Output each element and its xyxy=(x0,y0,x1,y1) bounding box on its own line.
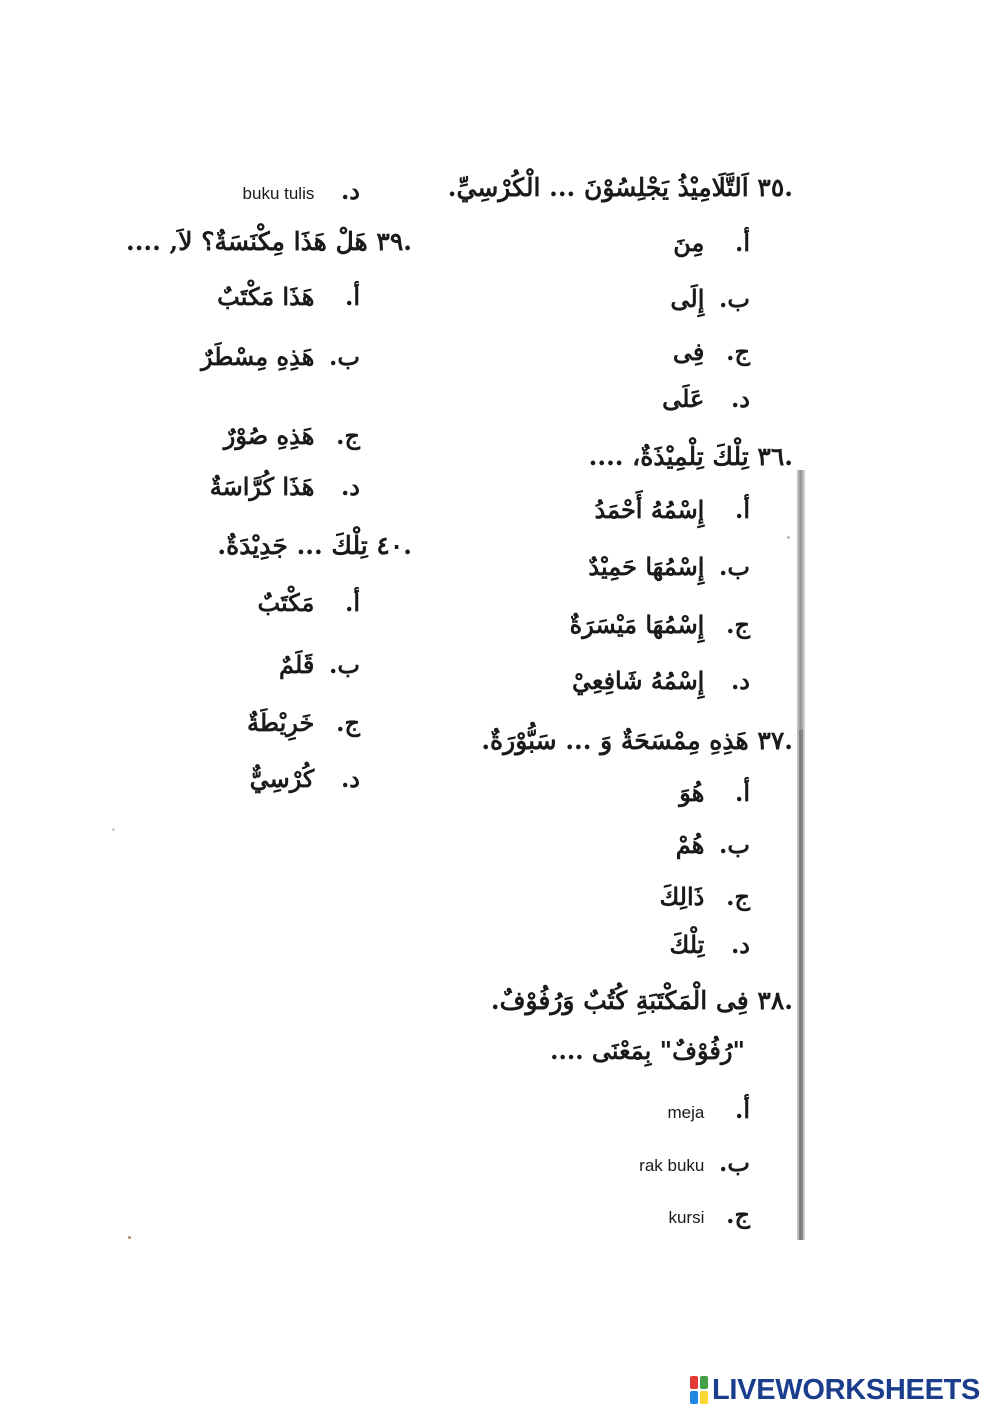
liveworksheets-logo xyxy=(690,1373,980,1407)
option-letter: ب. xyxy=(329,650,360,679)
option-text: هَذَا كُرَّاسَةٌ xyxy=(209,472,315,501)
option-39-c[interactable] xyxy=(224,421,360,451)
question-stem: هَلْ هَذَا مِكْنَسَةٌ؟ لاَ, .... xyxy=(126,227,368,256)
option-text: تِلْكَ xyxy=(669,930,705,959)
option-40-b[interactable] xyxy=(279,650,360,680)
logo-square xyxy=(690,1391,698,1404)
option-letter: أ. xyxy=(344,588,360,617)
scan-speck xyxy=(128,1236,131,1239)
question-stem: فِى الْمَكْتَبَةِ كُتُبٌ وَرُفُوْفٌ. xyxy=(490,986,749,1015)
option-text: قَلَمٌ xyxy=(278,650,315,679)
option-letter: ج. xyxy=(336,421,360,450)
option-letter: أ. xyxy=(734,495,750,524)
logo-square xyxy=(700,1376,708,1389)
option-text: فِى xyxy=(672,337,705,366)
option-letter: ج. xyxy=(726,1200,750,1229)
question-stem: تِلْكَ تِلْمِيْذَةٌ، .... xyxy=(588,442,749,471)
option-letter: ج. xyxy=(726,337,750,366)
question-number: .٣٦ xyxy=(757,442,793,471)
question-number: .٤٠ xyxy=(376,531,412,560)
question-stem: تِلْكَ ... جَدِيْدَةٌ. xyxy=(217,531,368,560)
option-35-c[interactable] xyxy=(673,337,750,367)
option-letter: ب. xyxy=(719,1148,750,1177)
question-38 xyxy=(491,985,793,1017)
option-text: هَذَا مَكْتَبٌ xyxy=(217,282,315,311)
option-letter: د. xyxy=(730,666,750,695)
option-letter: أ. xyxy=(734,228,750,257)
option-text: مِنَ xyxy=(673,228,705,257)
option-39-d[interactable] xyxy=(210,472,360,502)
option-text: meja xyxy=(667,1103,705,1122)
option-text: مَكْتَبٌ xyxy=(257,588,315,617)
logo-square xyxy=(690,1376,698,1389)
option-39-a[interactable] xyxy=(217,282,360,312)
option-letter: ج. xyxy=(726,610,750,639)
option-letter: ب. xyxy=(329,342,360,371)
option-text: إِسْمُهُ أَحْمَدُ xyxy=(594,495,705,524)
scan-speck xyxy=(112,828,115,831)
option-text: هَذِهِ مِسْطَرٌ xyxy=(200,342,315,371)
option-letter: د. xyxy=(340,176,360,205)
option-text: كُرْسِيٌّ xyxy=(249,764,315,793)
question-stem: هَذِهِ مِمْسَحَةٌ وَ ... سَبُّوْرَةٌ. xyxy=(481,726,749,755)
option-text: عَلَى xyxy=(662,384,705,413)
logo-square xyxy=(700,1391,708,1404)
option-36-d[interactable] xyxy=(572,666,750,696)
option-36-a[interactable] xyxy=(595,495,751,525)
option-text: إِسْمُهُ شَافِعِيْ xyxy=(572,666,705,695)
option-letter: د. xyxy=(730,930,750,959)
question-number: .٣٩ xyxy=(376,227,412,256)
question-36 xyxy=(589,441,793,473)
option-38-c[interactable] xyxy=(668,1200,750,1233)
scan-speck xyxy=(787,536,790,539)
option-text: إِلَى xyxy=(670,284,705,313)
question-number: .٣٧ xyxy=(757,726,793,755)
option-35-d[interactable] xyxy=(662,384,750,414)
option-letter: د. xyxy=(340,472,360,501)
question-35 xyxy=(448,172,793,204)
logo-wordmark: LIVEWORKSHEETS xyxy=(712,1373,981,1406)
option-text: buku tulis xyxy=(242,184,315,203)
option-40-c[interactable] xyxy=(247,708,360,738)
option-letter: أ. xyxy=(734,1095,750,1124)
option-text: خَرِيْطَةٌ xyxy=(247,708,315,737)
option-35-a[interactable] xyxy=(673,228,750,258)
option-35-b[interactable] xyxy=(670,284,750,314)
option-36-b[interactable] xyxy=(588,552,750,582)
option-text: kursi xyxy=(668,1208,705,1227)
option-letter: أ. xyxy=(734,778,750,807)
scan-page-edge-shadow xyxy=(799,730,803,1240)
question-37 xyxy=(481,725,793,757)
option-text: إِسْمُهَا مَيْسَرَةٌ xyxy=(569,610,705,639)
option-letter: د. xyxy=(730,384,750,413)
option-letter: د. xyxy=(340,764,360,793)
option-text: هَذِهِ صُوْرٌ xyxy=(223,421,315,450)
option-36-c[interactable] xyxy=(570,610,750,640)
option-letter: ج. xyxy=(336,708,360,737)
question-39 xyxy=(126,226,412,258)
question-40 xyxy=(217,530,412,562)
option-text: إِسْمُهَا حَمِيْدٌ xyxy=(588,552,705,581)
option-text: ذَالِكَ xyxy=(659,882,705,911)
question-38-subtext: "رُفُوْفٌ" بِمَعْنَى .... xyxy=(550,1036,745,1065)
option-39-b[interactable] xyxy=(201,342,360,372)
liveworksheets-logo-icon xyxy=(690,1376,708,1404)
question-number: .٣٥ xyxy=(757,173,793,202)
option-text: rak buku xyxy=(639,1156,705,1175)
option-text: هُوَ xyxy=(679,778,705,807)
option-38-b[interactable] xyxy=(639,1148,750,1181)
option-letter: أ. xyxy=(344,282,360,311)
option-text: هُمْ xyxy=(675,830,705,859)
option-40-d[interactable] xyxy=(250,764,360,794)
option-letter: ب. xyxy=(719,830,750,859)
question-number: .٣٨ xyxy=(757,986,793,1015)
option-37-a[interactable] xyxy=(679,778,750,808)
question-stem: اَلتَّلَامِيْذُ يَجْلِسُوْنَ ... الْكُرْسِيِّ. xyxy=(447,173,749,202)
option-letter: ج. xyxy=(726,882,750,911)
option-letter: ب. xyxy=(719,552,750,581)
option-letter: ب. xyxy=(719,284,750,313)
option-40-a[interactable] xyxy=(257,588,360,618)
option-37-c[interactable] xyxy=(659,882,750,912)
option-38-a[interactable] xyxy=(668,1095,751,1128)
option-37-b[interactable] xyxy=(676,830,750,860)
option-37-d[interactable] xyxy=(670,930,751,960)
option-38-d[interactable] xyxy=(243,176,360,209)
